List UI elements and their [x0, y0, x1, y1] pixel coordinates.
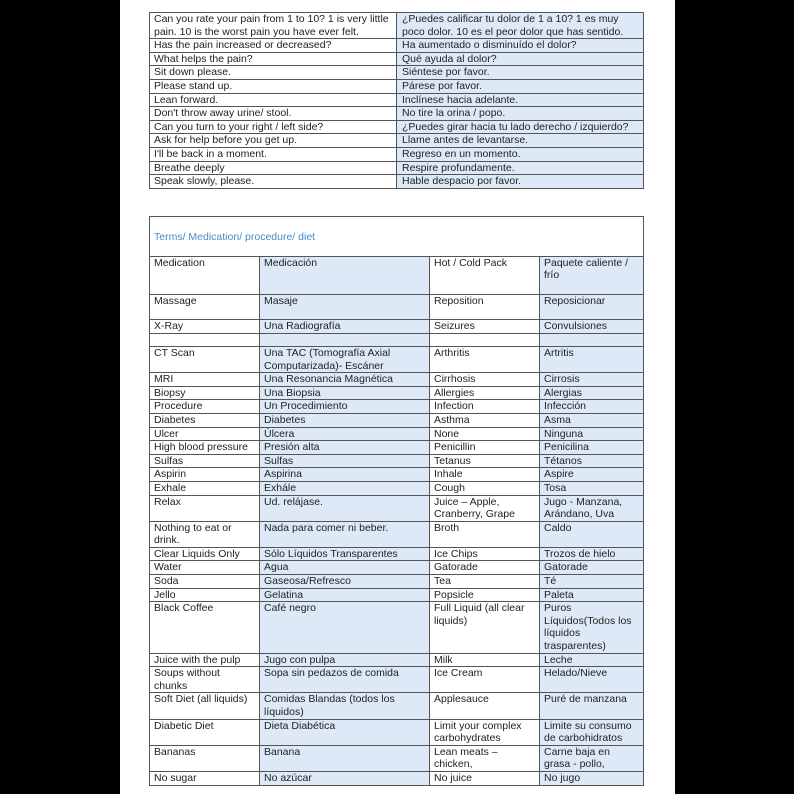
terms-row: [150, 373, 644, 387]
phrase-english: Ask for help before you get up.: [150, 134, 397, 148]
term-english: Relax: [150, 495, 260, 521]
phrase-spanish: Siéntese por favor.: [397, 66, 644, 80]
phrase-row: [150, 134, 644, 148]
phrase-row: [150, 175, 644, 189]
term-spanish: Banana: [260, 745, 430, 771]
term-english: Hot / Cold Pack: [430, 256, 540, 294]
phrase-spanish: ¿Puedes calificar tu dolor de 1 a 10? 1 es muy poco dolor. 10 es el peor dolor que has sentido.: [397, 13, 644, 39]
terms-row: [150, 386, 644, 400]
phrase-spanish: Llame antes de levantarse.: [397, 134, 644, 148]
phrase-row: [150, 147, 644, 161]
term-spanish: Masaje: [260, 294, 430, 320]
term-spanish: Limite su consumo de carbohidratos: [540, 719, 644, 745]
term-spanish: Caldo: [540, 521, 644, 547]
phrase-english: Can you turn to your right / left side?: [150, 120, 397, 134]
term-english: Exhale: [150, 481, 260, 495]
term-english: Allergies: [430, 386, 540, 400]
term-english: Tetanus: [430, 454, 540, 468]
phrase-spanish: Ha aumentado o disminuído el dolor?: [397, 39, 644, 53]
term-english: Clear Liquids Only: [150, 547, 260, 561]
terms-row: [150, 320, 644, 334]
term-english: Black Coffee: [150, 602, 260, 653]
term-spanish: Té: [540, 575, 644, 589]
term-english: Medication: [150, 256, 260, 294]
terms-row: [150, 481, 644, 495]
terms-row: [150, 454, 644, 468]
term-spanish: Tétanos: [540, 454, 644, 468]
term-english: Diabetes: [150, 413, 260, 427]
term-spanish: Helado/Nieve: [540, 667, 644, 693]
terms-table: [149, 216, 644, 786]
term-spanish: Puré de manzana: [540, 693, 644, 719]
phrase-spanish: Hable despacio por favor.: [397, 175, 644, 189]
phrase-row: [150, 161, 644, 175]
phrase-spanish: No tire la orina / popo.: [397, 107, 644, 121]
term-spanish: Aspire: [540, 468, 644, 482]
phrase-spanish: ¿Puedes girar hacia tu lado derecho / izquierdo?: [397, 120, 644, 134]
term-english: Soft Diet (all liquids): [150, 693, 260, 719]
terms-row: [150, 521, 644, 547]
phrase-row: [150, 39, 644, 53]
term-spanish: Nada para comer ni beber.: [260, 521, 430, 547]
term-spanish: No jugo: [540, 771, 644, 785]
phrase-spanish: Inclínese hacia adelante.: [397, 93, 644, 107]
term-spanish: Sulfas: [260, 454, 430, 468]
term-english: Full Liquid (all clear liquids): [430, 602, 540, 653]
term-english: Tea: [430, 575, 540, 589]
phrase-english: Breathe deeply: [150, 161, 397, 175]
terms-row: [150, 400, 644, 414]
term-spanish: Alergias: [540, 386, 644, 400]
term-english: Diabetic Diet: [150, 719, 260, 745]
phrase-english: What helps the pain?: [150, 52, 397, 66]
term-english: Ulcer: [150, 427, 260, 441]
term-spanish: Dieta Diabética: [260, 719, 430, 745]
term-spanish: Presión alta: [260, 441, 430, 455]
term-english: Juice – Apple, Cranberry, Grape: [430, 495, 540, 521]
term-spanish: Agua: [260, 561, 430, 575]
phrase-spanish: Respire profundamente.: [397, 161, 644, 175]
terms-row: [150, 468, 644, 482]
terms-row: [150, 667, 644, 693]
terms-row: [150, 719, 644, 745]
term-spanish: Jugo - Manzana, Arándano, Uva: [540, 495, 644, 521]
term-spanish: Penicilina: [540, 441, 644, 455]
term-english: Juice with the pulp: [150, 653, 260, 667]
term-spanish: Infección: [540, 400, 644, 414]
document-page: [120, 0, 675, 794]
term-spanish: Reposicionar: [540, 294, 644, 320]
term-english: Applesauce: [430, 693, 540, 719]
term-spanish: Una Resonancia Magnética: [260, 373, 430, 387]
phrase-english: Lean forward.: [150, 93, 397, 107]
term-english: [150, 333, 260, 346]
phrases-table: [149, 12, 644, 189]
term-spanish: Sólo Líquidos Transparentes: [260, 547, 430, 561]
term-spanish: [260, 333, 430, 346]
term-english: Soda: [150, 575, 260, 589]
phrase-row: [150, 13, 644, 39]
term-english: Penicillin: [430, 441, 540, 455]
term-spanish: Trozos de hielo: [540, 547, 644, 561]
phrase-row: [150, 52, 644, 66]
term-english: Nothing to eat or drink.: [150, 521, 260, 547]
term-spanish: Tosa: [540, 481, 644, 495]
term-spanish: Leche: [540, 653, 644, 667]
term-english: Massage: [150, 294, 260, 320]
terms-row: [150, 745, 644, 771]
terms-row: [150, 256, 644, 294]
phrase-english: I'll be back in a moment.: [150, 147, 397, 161]
term-spanish: Diabetes: [260, 413, 430, 427]
term-spanish: Aspirina: [260, 468, 430, 482]
term-english: Broth: [430, 521, 540, 547]
terms-row: [150, 495, 644, 521]
terms-row: [150, 602, 644, 653]
term-spanish: Ud. relájase.: [260, 495, 430, 521]
term-english: Biopsy: [150, 386, 260, 400]
phrase-english: Don't throw away urine/ stool.: [150, 107, 397, 121]
term-english: X-Ray: [150, 320, 260, 334]
term-spanish: Medicación: [260, 256, 430, 294]
term-spanish: [540, 333, 644, 346]
phrase-english: Has the pain increased or decreased?: [150, 39, 397, 53]
term-spanish: Convulsiones: [540, 320, 644, 334]
term-english: Popsicle: [430, 588, 540, 602]
term-english: No juice: [430, 771, 540, 785]
term-english: Lean meats – chicken,: [430, 745, 540, 771]
term-english: Infection: [430, 400, 540, 414]
terms-row: [150, 588, 644, 602]
terms-row: [150, 575, 644, 589]
term-english: Seizures: [430, 320, 540, 334]
term-english: Inhale: [430, 468, 540, 482]
term-spanish: Paleta: [540, 588, 644, 602]
phrase-row: [150, 66, 644, 80]
terms-row: [150, 653, 644, 667]
phrase-english: Speak slowly, please.: [150, 175, 397, 189]
terms-row: [150, 561, 644, 575]
phrase-row: [150, 107, 644, 121]
term-spanish: Gaseosa/Refresco: [260, 575, 430, 589]
term-english: Milk: [430, 653, 540, 667]
term-english: MRI: [150, 373, 260, 387]
phrase-row: [150, 93, 644, 107]
term-english: Bananas: [150, 745, 260, 771]
term-spanish: Una TAC (Tomografía Axial Computarizada)- Escáner: [260, 346, 430, 372]
term-spanish: Un Procedimiento: [260, 400, 430, 414]
term-spanish: Carne baja en grasa - pollo,: [540, 745, 644, 771]
term-english: No sugar: [150, 771, 260, 785]
term-english: None: [430, 427, 540, 441]
term-spanish: Gatorade: [540, 561, 644, 575]
terms-row: [150, 346, 644, 372]
terms-row: [150, 547, 644, 561]
term-english: Water: [150, 561, 260, 575]
term-spanish: Puros Líquidos(Todos los líquidos trasparentes): [540, 602, 644, 653]
term-spanish: Exhále: [260, 481, 430, 495]
term-spanish: No azúcar: [260, 771, 430, 785]
term-english: CT Scan: [150, 346, 260, 372]
phrase-english: Can you rate your pain from 1 to 10? 1 is very little pain. 10 is the worst pain you have ever felt.: [150, 13, 397, 39]
term-spanish: Ninguna: [540, 427, 644, 441]
term-english: Cirrhosis: [430, 373, 540, 387]
phrase-english: Please stand up.: [150, 79, 397, 93]
term-spanish: Asma: [540, 413, 644, 427]
term-english: Asthma: [430, 413, 540, 427]
term-spanish: Paquete caliente / frío: [540, 256, 644, 294]
term-english: Aspirin: [150, 468, 260, 482]
terms-row: [150, 294, 644, 320]
term-spanish: Cirrosis: [540, 373, 644, 387]
phrase-spanish: Párese por favor.: [397, 79, 644, 93]
term-english: Limit your complex carbohydrates: [430, 719, 540, 745]
term-english: Sulfas: [150, 454, 260, 468]
term-english: Ice Cream: [430, 667, 540, 693]
terms-row: [150, 771, 644, 785]
term-english: Soups without chunks: [150, 667, 260, 693]
term-spanish: Sopa sin pedazos de comida: [260, 667, 430, 693]
phrase-row: [150, 79, 644, 93]
terms-row: [150, 441, 644, 455]
term-english: Arthritis: [430, 346, 540, 372]
term-spanish: Una Biopsia: [260, 386, 430, 400]
phrase-spanish: Qué ayuda al dolor?: [397, 52, 644, 66]
term-english: Cough: [430, 481, 540, 495]
term-spanish: Úlcera: [260, 427, 430, 441]
term-spanish: Una Radiografía: [260, 320, 430, 334]
term-spanish: Jugo con pulpa: [260, 653, 430, 667]
terms-row: [150, 427, 644, 441]
term-english: Procedure: [150, 400, 260, 414]
term-spanish: Artritis: [540, 346, 644, 372]
term-english: Jello: [150, 588, 260, 602]
term-english: Reposition: [430, 294, 540, 320]
term-english: [430, 333, 540, 346]
term-english: Ice Chips: [430, 547, 540, 561]
phrase-english: Sit down please.: [150, 66, 397, 80]
term-english: Gatorade: [430, 561, 540, 575]
term-spanish: Café negro: [260, 602, 430, 653]
term-spanish: Gelatina: [260, 588, 430, 602]
terms-row: [150, 693, 644, 719]
terms-heading: Terms/ Medication/ procedure/ diet: [150, 217, 644, 257]
term-english: High blood pressure: [150, 441, 260, 455]
terms-row: [150, 333, 644, 346]
terms-row: [150, 413, 644, 427]
phrase-spanish: Regreso en un momento.: [397, 147, 644, 161]
phrase-row: [150, 120, 644, 134]
term-spanish: Comidas Blandas (todos los líquidos): [260, 693, 430, 719]
